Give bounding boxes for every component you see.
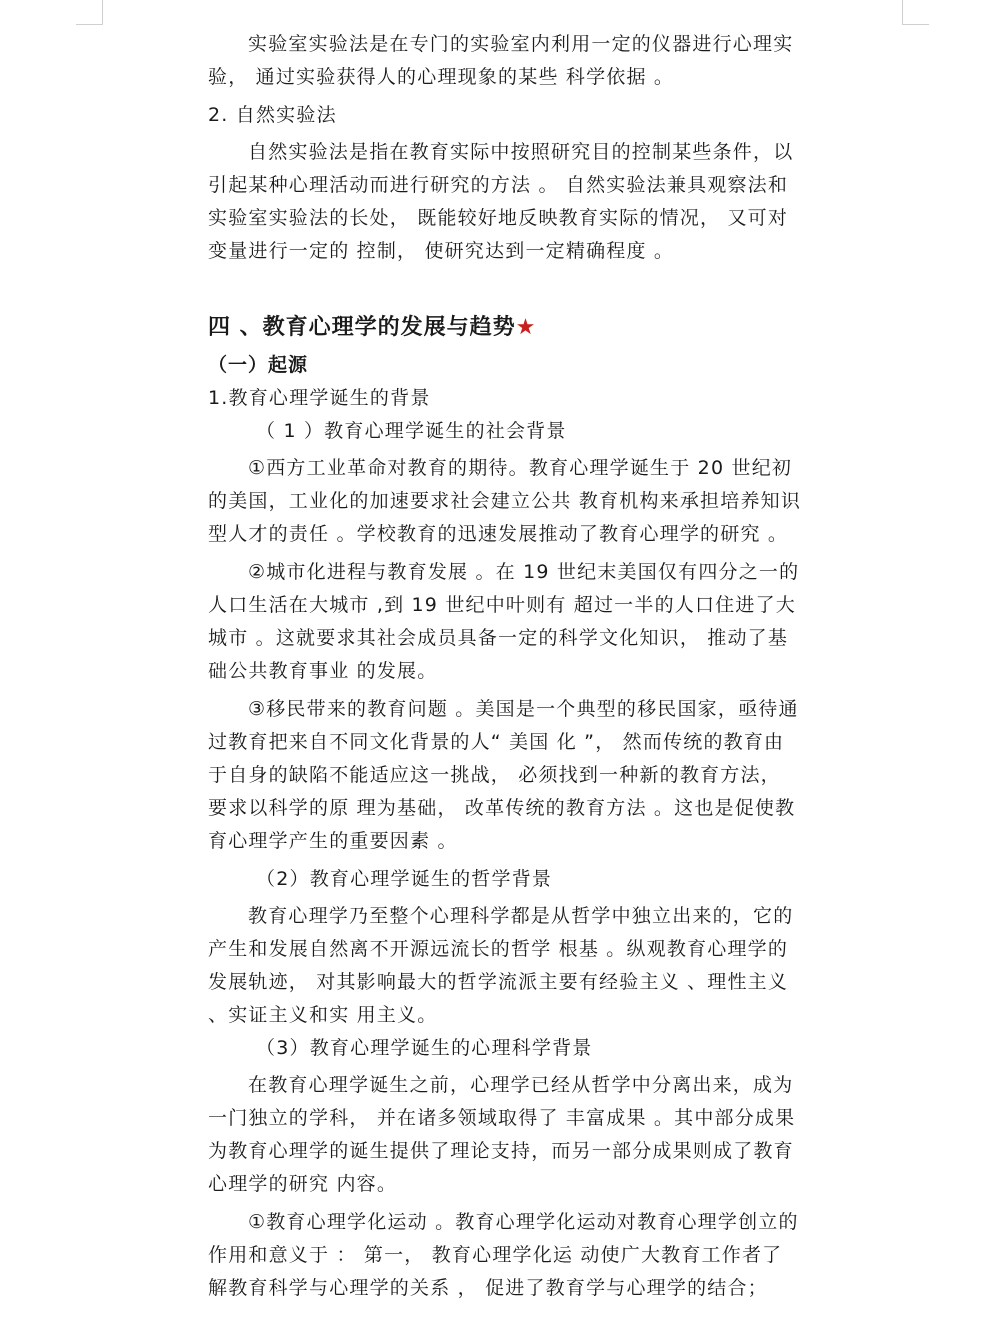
heading-philosophy-background: （2）教育心理学诞生的哲学背景 [256, 868, 553, 890]
paragraph-natural-experiment: 自然实验法是指在教育实际中按照研究目的控制某些条件，以引起某种心理活动而进行研究的方法 。 自然实验法兼具观察法和实验室实验法的长处， 既能较好地反映教育实际的情况， 又可对变量进行一定的 控制， 使研究达到一定精确程度 。 [208, 141, 794, 262]
paragraph-lab-experiment: 实验室实验法是在专门的实验室内利用一定的仪器进行心理实验， 通过实验获得人的心理现象的某些 科学依据 。 [208, 33, 794, 88]
paragraph-psychologization-movement: ①教育心理学化运动 。教育心理学化运动对教育心理学创立的作用和意义于 ： 第一， 教育心理学化运 动使广大教育工作者了解教育科学与心理学的关系 ， 促进了教育学与心理学的结合； [208, 1211, 799, 1299]
subheading-origin: （一）起源 [208, 354, 309, 376]
paragraph-immigration: ③移民带来的教育问题 。美国是一个典型的移民国家，亟待通过教育把来自不同文化背景的人“ 美国 化 ”， 然而传统的教育由于自身的缺陷不能适应这一挑战， 必须找到一种新的教育方法， 要求以科学的原 理为基础， 改革传统的教育方法 。这也是促使教育心理学产生的重要因素 。 [208, 698, 799, 852]
heading-social-background: （ 1 ）教育心理学诞生的社会背景 [256, 420, 567, 442]
heading-birth-background: 1.教育心理学诞生的背景 [208, 387, 431, 409]
heading-natural-experiment: 2. 自然实验法 [208, 104, 337, 126]
section-heading-development [208, 310, 802, 346]
page-corner-mark-right [902, 0, 929, 25]
paragraph-psychology: 在教育心理学诞生之前，心理学已经从哲学中分离出来，成为一门独立的学科， 并在诸多领域取得了 丰富成果 。其中部分成果为教育心理学的诞生提供了理论支持，而另一部分成果则成了教育心理学的研究 内容。 [208, 1074, 796, 1195]
star-icon: ★ [515, 315, 537, 340]
paragraph-industrial-revolution: ①西方工业革命对教育的期待。教育心理学诞生于 20 世纪初的美国，工业化的加速要求社会建立公共 教育机构来承担培养知识型人才的责任 。学校教育的迅速发展推动了教育心理学的研究 。 [208, 457, 802, 545]
page-corner-mark-left [76, 0, 103, 25]
section-heading-text: 四 、教育心理学的发展与趋势 [208, 315, 516, 340]
paragraph-urbanization: ②城市化进程与教育发展 。在 19 世纪末美国仅有四分之一的人口生活在大城市 ,到 19 世纪中叶则有 超过一半的人口住进了大城市 。这就要求其社会成员具备一定的科学文化知识， 推动了基础公共教育事业 的发展。 [208, 561, 800, 682]
document-page [208, 28, 802, 1305]
paragraph-philosophy: 教育心理学乃至整个心理科学都是从哲学中独立出来的，它的产生和发展自然离不开源远流长的哲学 根基 。纵观教育心理学的发展轨迹， 对其影响最大的哲学流派主要有经验主义 、理性主义 、实证主义和实 用主义。 [208, 905, 794, 1026]
heading-psychology-background: （3）教育心理学诞生的心理科学背景 [256, 1037, 593, 1059]
